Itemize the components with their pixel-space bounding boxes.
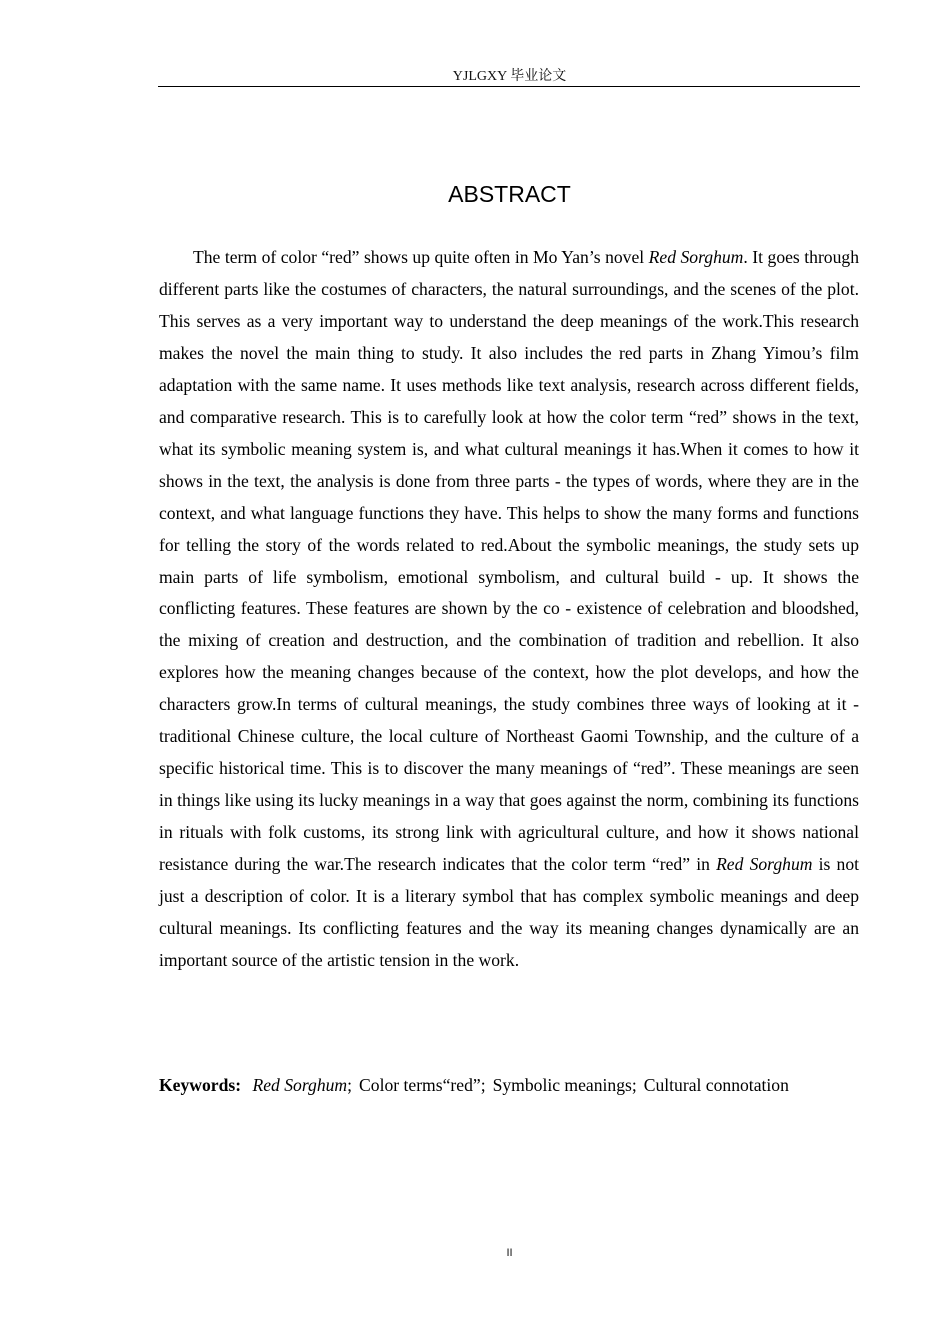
novel-title: Red Sorghum [648, 247, 744, 267]
keywords-line: Keywords: Red Sorghum; Color terms“red”; Symbolic meanings; Cultural connotation [159, 1075, 789, 1095]
abstract-text-part-1: The term of color “red” shows up quite often in Mo Yan’s novel [193, 247, 649, 267]
keywords-label: Keywords: [159, 1075, 242, 1095]
abstract-title: ABSTRACT [448, 181, 571, 207]
abstract-text-part-2: . It goes through different parts like the costumes of characters, the natural surroundings, and the scenes of the plot. This serves as a very important way to understand the deep meanings of the work.This research makes the novel the main thing to study. It also includes the red parts in Zhang Yimou’s film adaptation with the same name. It uses methods like text analysis, research across different fields, and comparative research. This is to carefully look at how the color term “red” shows in the text, what its symbolic meaning system is, and what cultural meanings it has.When it comes to how it shows in the text, the analysis is done from three parts - the types of words, where they are in the context, and what language functions they have. This helps to show the many forms and functions for telling the story of the words related to red.About the symbolic meanings, the study sets up main parts of life symbolism, emotional symbolism, and cultural build - up. It shows the conflicting features. These features are shown by the co - existence of celebration and bloodshed, the mixing of creation and destruction, and the combination of tradition and rebellion. It also explores how the meaning changes because of the context, how the plot develops, and how the characters grow.In terms of cultural meanings, the study combines three ways of looking at it - traditional Chinese culture, the local culture of Northeast Gaomi Township, and the culture of a specific historical time. This is to discover the many meanings of “red”. These meanings are seen in things like using its lucky meanings in a way that goes against the norm, combining its functions in rituals with folk customs, its strong link with agricultural culture, and how it shows national resistance during the war.The research indicates that the color term “red” in [159, 247, 859, 875]
keyword-item: Cultural connotation [643, 1075, 789, 1095]
keyword-item: Symbolic meanings [492, 1075, 632, 1095]
running-header: YJLGXY 毕业论文 [452, 69, 567, 84]
keyword-item: Red Sorghum [252, 1075, 348, 1095]
abstract-paragraph [159, 242, 859, 977]
header-rule [158, 86, 860, 87]
novel-title: Red Sorghum [716, 854, 813, 875]
page-number: II [506, 1247, 513, 1259]
keyword-item: Color terms“red” [359, 1075, 481, 1095]
abstract-text-part-3: is not just a description of color. It is a literary symbol that has complex symbolic meanings and deep cultural meanings. Its conflicting features and the way its meaning changes dynamically are an important source of the artistic tension in the work. [159, 854, 860, 970]
